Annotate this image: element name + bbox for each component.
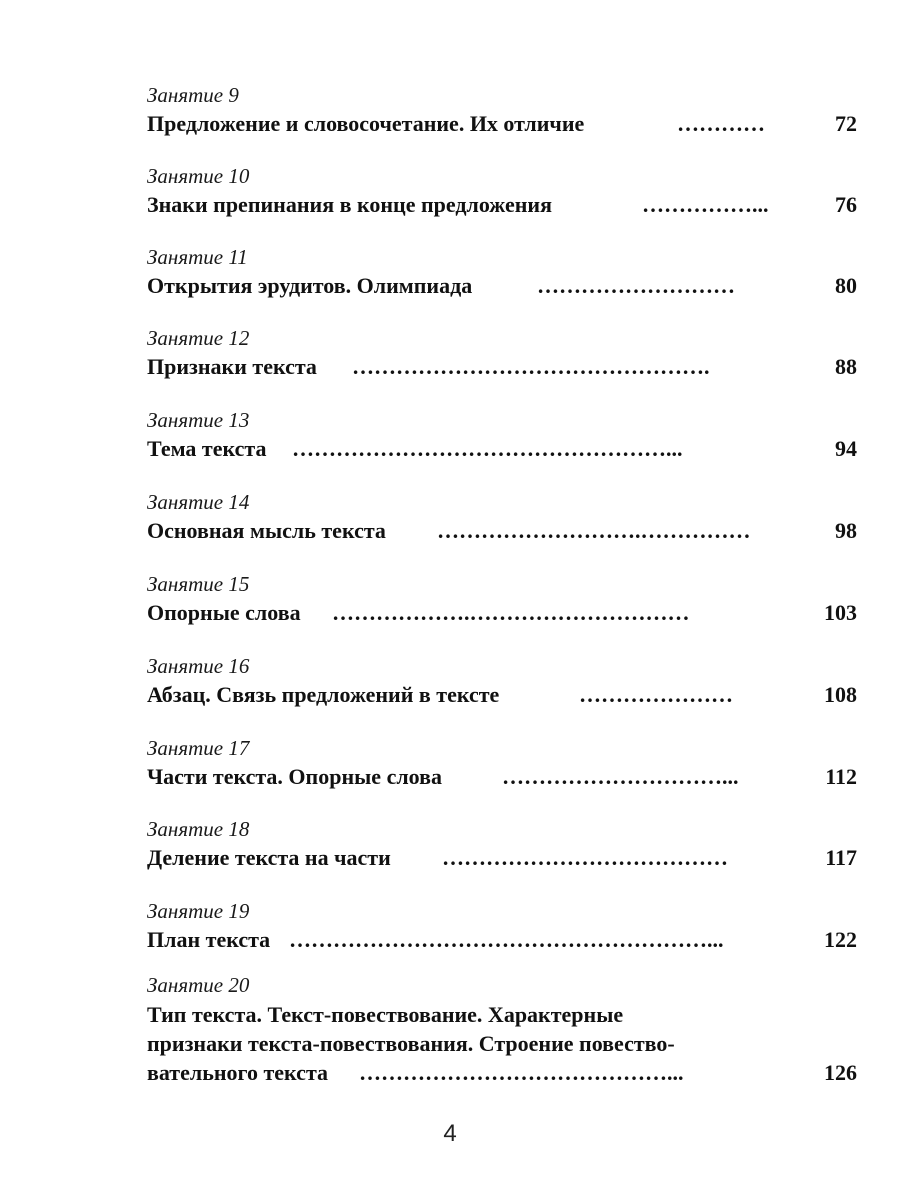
toc-title: Опорные слова [147,600,301,625]
toc-title: Тема текста [147,436,267,461]
toc-leader-dots: …………………………………………………... [289,927,724,952]
toc-title: Абзац. Связь предложений в тексте [147,682,500,707]
toc-title-row [147,435,857,463]
toc-page-number: 80 [835,273,857,298]
toc-title-row [147,681,857,709]
toc-page-number: 126 [824,1060,857,1085]
toc-entry [147,817,857,872]
toc-entry [147,490,857,545]
toc-title-row [147,110,857,138]
toc-entry [147,326,857,381]
toc-title-row [147,763,857,791]
toc-leader-dots: …………………………………………. [352,354,710,379]
toc-title: План текста [147,927,271,952]
toc-title-row [147,272,857,300]
toc-page-number: 122 [824,927,857,952]
lesson-label: Занятие 9 [147,83,239,107]
toc-leader-dots: ………… [677,111,765,136]
lesson-label: Занятие 19 [147,899,250,923]
lesson-label: Занятие 17 [147,736,250,760]
lesson-label: Занятие 20 [147,973,250,997]
lesson-label: Занятие 13 [147,408,250,432]
lesson-label: Занятие 12 [147,326,250,350]
toc-page-number: 94 [835,436,857,461]
toc-title-row [147,1058,857,1087]
toc-title: Предложение и словосочетание. Их отличие [147,111,585,136]
toc-leader-dots: ……………………………………………... [292,436,683,461]
toc-leader-dots: ……………………….…………… [437,518,751,543]
toc-leader-dots: ……………... [642,192,769,217]
toc-entry [147,572,857,627]
toc-title: Признаки текста [147,354,317,379]
toc-leader-dots: ……………………… [537,273,735,298]
lesson-label: Занятие 15 [147,572,250,596]
toc-title: Открытия эрудитов. Олимпиада [147,273,473,298]
toc-leader-dots: ……………….………………………… [332,600,690,625]
toc-entry-multiline [147,973,857,1087]
toc-title-line: Тип текста. Текст-повествование. Характерные [147,1002,624,1027]
toc-leader-dots: ………………… [579,682,733,707]
toc-page-number: 112 [825,764,857,789]
lesson-label: Занятие 11 [147,245,248,269]
toc-entry [147,899,857,954]
toc-page-number: 117 [825,845,857,870]
toc-title-row [147,599,857,627]
toc-title: Деление текста на части [147,845,391,870]
lesson-label: Занятие 16 [147,654,250,678]
toc-page-number: 76 [835,192,857,217]
toc-title-line: вательного текста [147,1060,329,1085]
toc-page-number: 88 [835,354,857,379]
lesson-label: Занятие 18 [147,817,250,841]
toc-title-row [147,353,857,381]
toc-title: Части текста. Опорные слова [147,764,443,789]
toc-leader-dots: ……………………………………... [359,1060,684,1085]
page-number: 4 [443,1120,457,1147]
toc-title: Основная мысль текста [147,518,386,543]
toc-page-number: 72 [835,111,857,136]
toc-title-line: признаки текста-повествования. Строение повество- [147,1031,675,1056]
toc-title-row [147,844,857,872]
toc-entry [147,736,857,791]
toc-entry [147,408,857,463]
lesson-label: Занятие 14 [147,490,250,514]
toc-page-number: 103 [824,600,857,625]
toc-title-row [147,517,857,545]
toc-page-number: 98 [835,518,857,543]
toc-entry [147,164,857,219]
lesson-label: Занятие 10 [147,164,250,188]
toc-page-number: 108 [824,682,857,707]
toc-title [147,1000,857,1087]
toc-entry [147,245,857,300]
toc-title: Знаки препинания в конце предложения [147,192,552,217]
toc-title-row [147,926,857,954]
toc-title-row [147,191,857,219]
toc-entry [147,654,857,709]
toc-leader-dots: ………………………………… [442,845,728,870]
toc-entry [147,83,857,138]
toc-leader-dots: …………………………... [502,764,739,789]
